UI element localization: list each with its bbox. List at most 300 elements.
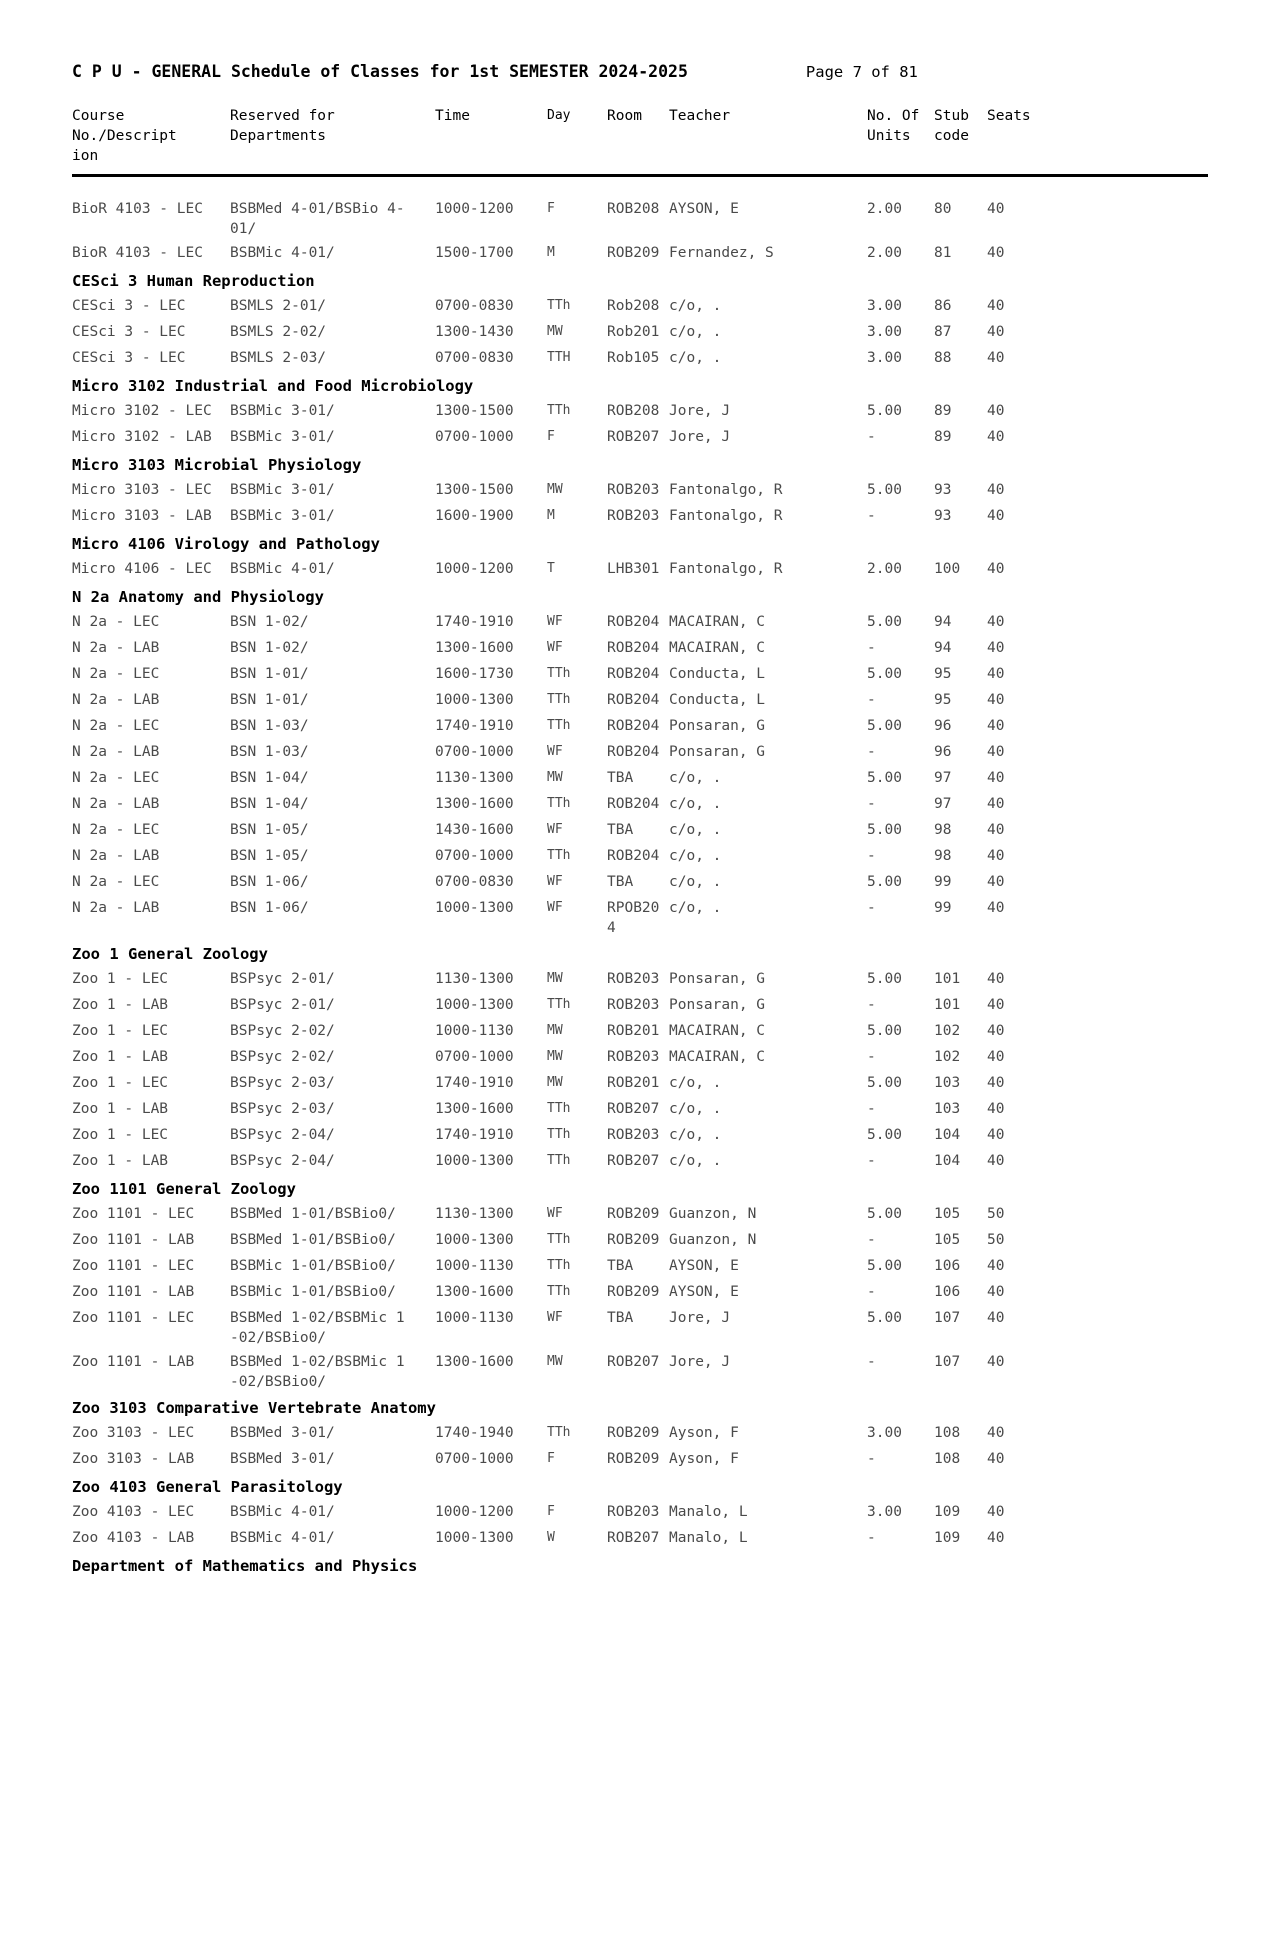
row-stub-code: 104 — [934, 1153, 961, 1169]
row-units: 5.00 — [867, 666, 902, 682]
row-seats: 40 — [987, 692, 1005, 708]
row-course: Micro 3103 - LEC — [72, 482, 212, 498]
row-time: 1740-1910 — [435, 718, 514, 734]
row-room: ROB209 — [607, 245, 660, 261]
row-reserved-for: BSBMic 3-01/ — [230, 403, 335, 419]
row-time: 1740-1910 — [435, 1127, 514, 1143]
row-room: ROB204 — [607, 848, 660, 864]
row-teacher: c/o, . — [669, 1127, 722, 1143]
row-teacher: AYSON, E — [669, 1258, 739, 1274]
row-units: - — [867, 429, 876, 445]
row-stub-code: 99 — [934, 900, 952, 916]
row-units: 2.00 — [867, 201, 902, 217]
row-reserved-for: BSBMed 1-02/BSBMic 1 -02/BSBio0/ — [230, 1309, 445, 1347]
row-day: MW — [547, 1354, 563, 1369]
row-stub-code: 103 — [934, 1101, 961, 1117]
row-stub-code: 93 — [934, 482, 952, 498]
row-time: 1000-1300 — [435, 900, 514, 916]
row-day: TTh — [547, 1284, 571, 1299]
row-time: 0700-0830 — [435, 298, 514, 314]
row-room: ROB201 — [607, 1023, 660, 1039]
header-divider — [72, 174, 1208, 177]
row-reserved-for: BSBMic 3-01/ — [230, 508, 335, 524]
row-time: 1300-1600 — [435, 1101, 514, 1117]
row-day: TTh — [547, 1258, 571, 1273]
row-room: ROB209 — [607, 1425, 660, 1441]
row-room: ROB207 — [607, 1530, 660, 1546]
row-room: TBA — [607, 770, 634, 786]
row-room: RPOB20 4 — [607, 899, 677, 937]
column-header-no-of: No. Of — [867, 108, 920, 124]
row-stub-code: 102 — [934, 1023, 961, 1039]
row-course: N 2a - LEC — [72, 614, 160, 630]
column-header-course-line3: ion — [72, 148, 99, 164]
course-group-heading: CESci 3 Human Reproduction — [72, 272, 315, 290]
row-stub-code: 109 — [934, 1530, 961, 1546]
row-course: Zoo 3103 - LEC — [72, 1425, 195, 1441]
row-time: 1000-1200 — [435, 561, 514, 577]
row-stub-code: 107 — [934, 1354, 961, 1370]
row-course: Zoo 1101 - LEC — [72, 1206, 195, 1222]
row-teacher: Jore, J — [669, 429, 731, 445]
row-reserved-for: BSBMed 1-01/BSBio0/ — [230, 1206, 396, 1222]
row-course: Micro 4106 - LEC — [72, 561, 212, 577]
row-day: TTh — [547, 298, 571, 313]
column-header-time: Time — [435, 108, 470, 124]
row-stub-code: 94 — [934, 640, 952, 656]
row-day: WF — [547, 1310, 563, 1325]
row-units: 3.00 — [867, 1425, 902, 1441]
row-stub-code: 107 — [934, 1310, 961, 1326]
row-course: Zoo 1 - LEC — [72, 1075, 169, 1091]
row-reserved-for: BSBMed 4-01/BSBio 4- 01/ — [230, 200, 445, 238]
row-teacher: Conducta, L — [669, 692, 766, 708]
row-day: F — [547, 429, 555, 444]
row-units: 5.00 — [867, 1023, 902, 1039]
row-teacher: Ayson, F — [669, 1425, 739, 1441]
row-room: TBA — [607, 822, 634, 838]
row-room: ROB204 — [607, 640, 660, 656]
row-day: TTh — [547, 796, 571, 811]
row-time: 1740-1910 — [435, 614, 514, 630]
course-group-heading: Zoo 1 General Zoology — [72, 945, 268, 963]
row-reserved-for: BSN 1-06/ — [230, 900, 309, 916]
row-seats: 40 — [987, 900, 1005, 916]
table-row — [72, 1045, 1208, 1071]
table-row — [72, 399, 1208, 425]
row-course: Micro 3102 - LAB — [72, 429, 212, 445]
row-course: N 2a - LAB — [72, 796, 160, 812]
row-day: M — [547, 508, 555, 523]
row-units: - — [867, 848, 876, 864]
row-time: 1300-1600 — [435, 796, 514, 812]
row-room: ROB203 — [607, 1504, 660, 1520]
row-units: - — [867, 692, 876, 708]
row-units: 5.00 — [867, 822, 902, 838]
row-seats: 40 — [987, 1504, 1005, 1520]
course-group-heading: N 2a Anatomy and Physiology — [72, 588, 324, 606]
row-reserved-for: BSPsyc 2-03/ — [230, 1101, 335, 1117]
row-day: TTh — [547, 1101, 571, 1116]
row-time: 0700-1000 — [435, 744, 514, 760]
row-reserved-for: BSBMed 1-01/BSBio0/ — [230, 1232, 396, 1248]
row-stub-code: 96 — [934, 744, 952, 760]
row-day: WF — [547, 744, 563, 759]
row-day: MW — [547, 1023, 563, 1038]
row-reserved-for-line2: -02/BSBio0/ — [230, 1374, 327, 1390]
row-time: 1130-1300 — [435, 971, 514, 987]
row-day: WF — [547, 1206, 563, 1221]
row-units: - — [867, 1049, 876, 1065]
row-course: Zoo 1 - LAB — [72, 997, 169, 1013]
row-time: 1000-1300 — [435, 997, 514, 1013]
row-course: N 2a - LAB — [72, 640, 160, 656]
row-teacher: MACAIRAN, C — [669, 614, 766, 630]
row-time: 0700-0830 — [435, 350, 514, 366]
row-units: - — [867, 1232, 876, 1248]
row-reserved-for: BSPsyc 2-01/ — [230, 997, 335, 1013]
row-stub-code: 104 — [934, 1127, 961, 1143]
row-stub-code: 86 — [934, 298, 952, 314]
row-stub-code: 88 — [934, 350, 952, 366]
course-group-heading: Micro 3102 Industrial and Food Microbiology — [72, 377, 474, 395]
row-time: 1500-1700 — [435, 245, 514, 261]
row-time: 0700-1000 — [435, 1049, 514, 1065]
row-time: 1740-1910 — [435, 1075, 514, 1091]
row-room: Rob208 — [607, 298, 660, 314]
row-teacher: Ponsaran, G — [669, 971, 766, 987]
row-seats: 40 — [987, 640, 1005, 656]
row-units: - — [867, 997, 876, 1013]
row-units: 3.00 — [867, 1504, 902, 1520]
row-units: - — [867, 796, 876, 812]
row-seats: 40 — [987, 201, 1005, 217]
row-time: 1000-1300 — [435, 1232, 514, 1248]
row-units: 2.00 — [867, 245, 902, 261]
row-room: ROB203 — [607, 508, 660, 524]
row-reserved-for: BSN 1-05/ — [230, 848, 309, 864]
row-seats: 40 — [987, 561, 1005, 577]
row-reserved-for: BSMLS 2-03/ — [230, 350, 327, 366]
row-room: Rob105 — [607, 350, 660, 366]
row-room: ROB203 — [607, 1049, 660, 1065]
row-time: 1000-1130 — [435, 1023, 514, 1039]
row-seats: 40 — [987, 1127, 1005, 1143]
course-group-heading: Zoo 3103 Comparative Vertebrate Anatomy — [72, 1399, 436, 1417]
row-seats: 50 — [987, 1206, 1005, 1222]
row-seats: 40 — [987, 324, 1005, 340]
row-reserved-for: BSPsyc 2-04/ — [230, 1127, 335, 1143]
row-seats: 40 — [987, 848, 1005, 864]
table-row — [72, 792, 1208, 818]
row-room: ROB209 — [607, 1206, 660, 1222]
row-units: - — [867, 640, 876, 656]
row-course: Zoo 1 - LEC — [72, 971, 169, 987]
row-units: - — [867, 744, 876, 760]
row-course: N 2a - LEC — [72, 874, 160, 890]
table-row — [72, 425, 1208, 451]
table-row — [72, 1019, 1208, 1045]
row-teacher: Fernandez, S — [669, 245, 774, 261]
row-reserved-for: BSBMed 3-01/ — [230, 1425, 335, 1441]
row-reserved-for: BSBMic 3-01/ — [230, 429, 335, 445]
column-header-stub: Stub — [934, 108, 969, 124]
row-seats: 40 — [987, 1101, 1005, 1117]
row-day: WF — [547, 614, 563, 629]
row-reserved-for: BSN 1-04/ — [230, 770, 309, 786]
column-header-seats: Seats — [987, 108, 1031, 124]
row-seats: 40 — [987, 245, 1005, 261]
row-stub-code: 94 — [934, 614, 952, 630]
row-course: Zoo 3103 - LAB — [72, 1451, 195, 1467]
row-seats: 40 — [987, 1310, 1005, 1326]
column-header-room: Room — [607, 108, 642, 124]
row-stub-code: 81 — [934, 245, 952, 261]
row-units: - — [867, 1451, 876, 1467]
row-day: WF — [547, 874, 563, 889]
row-reserved-for: BSPsyc 2-01/ — [230, 971, 335, 987]
row-time: 0700-1000 — [435, 1451, 514, 1467]
row-room: ROB203 — [607, 1127, 660, 1143]
column-header-teacher: Teacher — [669, 108, 731, 124]
row-reserved-for: BSBMic 1-01/BSBio0/ — [230, 1284, 396, 1300]
row-time: 1300-1600 — [435, 1284, 514, 1300]
row-course: Zoo 1 - LAB — [72, 1101, 169, 1117]
row-stub-code: 103 — [934, 1075, 961, 1091]
table-row — [72, 1421, 1208, 1447]
row-teacher: Manalo, L — [669, 1504, 748, 1520]
row-teacher: Fantonalgo, R — [669, 508, 783, 524]
row-time: 1300-1600 — [435, 640, 514, 656]
row-room: ROB204 — [607, 692, 660, 708]
row-stub-code: 109 — [934, 1504, 961, 1520]
row-course: BioR 4103 - LEC — [72, 245, 203, 261]
row-reserved-for-line2: -02/BSBio0/ — [230, 1330, 327, 1346]
row-units: 5.00 — [867, 770, 902, 786]
row-reserved-for: BSMLS 2-02/ — [230, 324, 327, 340]
row-reserved-for: BSPsyc 2-02/ — [230, 1049, 335, 1065]
row-day: WF — [547, 822, 563, 837]
row-teacher: Ponsaran, G — [669, 718, 766, 734]
row-seats: 40 — [987, 403, 1005, 419]
row-teacher: Guanzon, N — [669, 1206, 757, 1222]
row-course: N 2a - LEC — [72, 666, 160, 682]
row-teacher: Jore, J — [669, 403, 731, 419]
row-day: MW — [547, 1075, 563, 1090]
row-room: TBA — [607, 874, 634, 890]
row-teacher: Conducta, L — [669, 666, 766, 682]
document-header — [72, 62, 1208, 92]
row-units: 5.00 — [867, 971, 902, 987]
row-time: 1130-1300 — [435, 1206, 514, 1222]
row-course: N 2a - LEC — [72, 822, 160, 838]
row-seats: 40 — [987, 718, 1005, 734]
row-course: N 2a - LAB — [72, 900, 160, 916]
course-group-heading: Zoo 4103 General Parasitology — [72, 1478, 343, 1496]
row-stub-code: 105 — [934, 1206, 961, 1222]
row-day: TTh — [547, 666, 571, 681]
row-seats: 40 — [987, 822, 1005, 838]
row-teacher: AYSON, E — [669, 1284, 739, 1300]
table-row — [72, 844, 1208, 870]
row-teacher: Ayson, F — [669, 1451, 739, 1467]
row-course: N 2a - LEC — [72, 718, 160, 734]
row-day: T — [547, 561, 555, 576]
row-seats: 40 — [987, 770, 1005, 786]
row-room: ROB204 — [607, 718, 660, 734]
row-units: - — [867, 508, 876, 524]
row-room: ROB204 — [607, 666, 660, 682]
row-room: ROB207 — [607, 1153, 660, 1169]
row-day: W — [547, 1530, 555, 1545]
row-teacher: MACAIRAN, C — [669, 640, 766, 656]
row-time: 0700-0830 — [435, 874, 514, 890]
row-teacher: AYSON, E — [669, 201, 739, 217]
row-units: - — [867, 900, 876, 916]
row-day: MW — [547, 971, 563, 986]
row-course: Zoo 4103 - LAB — [72, 1530, 195, 1546]
row-room: Rob201 — [607, 324, 660, 340]
row-seats: 40 — [987, 1425, 1005, 1441]
row-stub-code: 101 — [934, 971, 961, 987]
table-row — [72, 1123, 1208, 1149]
row-course: Zoo 1 - LAB — [72, 1049, 169, 1065]
row-course: Zoo 1 - LEC — [72, 1127, 169, 1143]
column-header-course: Course — [72, 108, 125, 124]
row-seats: 40 — [987, 482, 1005, 498]
row-stub-code: 80 — [934, 201, 952, 217]
table-row — [72, 1149, 1208, 1175]
row-room: ROB209 — [607, 1451, 660, 1467]
table-row — [72, 1228, 1208, 1254]
row-reserved-for: BSN 1-04/ — [230, 796, 309, 812]
row-course: N 2a - LAB — [72, 744, 160, 760]
row-course: Zoo 1 - LEC — [72, 1023, 169, 1039]
row-seats: 40 — [987, 874, 1005, 890]
row-reserved-for: BSN 1-03/ — [230, 718, 309, 734]
table-row — [72, 1097, 1208, 1123]
course-group-heading: Micro 3103 Microbial Physiology — [72, 456, 362, 474]
row-day: MW — [547, 770, 563, 785]
row-stub-code: 101 — [934, 997, 961, 1013]
table-row — [72, 1447, 1208, 1473]
row-teacher: Fantonalgo, R — [669, 482, 783, 498]
row-room: ROB203 — [607, 971, 660, 987]
row-day: MW — [547, 482, 563, 497]
row-teacher: c/o, . — [669, 900, 722, 916]
row-stub-code: 89 — [934, 429, 952, 445]
row-stub-code: 105 — [934, 1232, 961, 1248]
row-reserved-for: BSBMic 4-01/ — [230, 1530, 335, 1546]
row-stub-code: 108 — [934, 1425, 961, 1441]
row-time: 1000-1200 — [435, 201, 514, 217]
course-group-heading: Micro 4106 Virology and Pathology — [72, 535, 380, 553]
table-row — [72, 1306, 1208, 1350]
row-day: TTh — [547, 692, 571, 707]
row-time: 1130-1300 — [435, 770, 514, 786]
table-row — [72, 688, 1208, 714]
row-course: N 2a - LAB — [72, 692, 160, 708]
row-course: Zoo 1 - LAB — [72, 1153, 169, 1169]
row-room: ROB207 — [607, 429, 660, 445]
row-room-line2: 4 — [607, 920, 616, 936]
row-day: TTh — [547, 1153, 571, 1168]
row-day: F — [547, 1451, 555, 1466]
schedule-table-body — [72, 197, 1208, 1552]
row-teacher: c/o, . — [669, 1153, 722, 1169]
column-header-stub-code: code — [934, 128, 969, 144]
row-stub-code: 95 — [934, 692, 952, 708]
row-reserved-for-line2: 01/ — [230, 221, 257, 237]
row-units: - — [867, 1354, 876, 1370]
row-seats: 40 — [987, 350, 1005, 366]
row-teacher: MACAIRAN, C — [669, 1049, 766, 1065]
row-teacher: c/o, . — [669, 298, 722, 314]
row-seats: 50 — [987, 1232, 1005, 1248]
row-day: TTh — [547, 1127, 571, 1142]
column-header-day: Day — [547, 108, 571, 123]
table-row — [72, 504, 1208, 530]
column-header-departments: Departments — [230, 128, 327, 144]
row-room: ROB204 — [607, 796, 660, 812]
row-time: 1600-1900 — [435, 508, 514, 524]
page-number: Page 7 of 81 — [805, 63, 918, 81]
row-course: N 2a - LEC — [72, 770, 160, 786]
row-reserved-for: BSPsyc 2-03/ — [230, 1075, 335, 1091]
row-seats: 40 — [987, 1153, 1005, 1169]
row-seats: 40 — [987, 796, 1005, 812]
row-room: ROB208 — [607, 403, 660, 419]
table-row — [72, 740, 1208, 766]
row-time: 1300-1430 — [435, 324, 514, 340]
row-seats: 40 — [987, 1075, 1005, 1091]
row-room: ROB204 — [607, 614, 660, 630]
row-stub-code: 97 — [934, 796, 952, 812]
row-course: N 2a - LAB — [72, 848, 160, 864]
row-units: 5.00 — [867, 614, 902, 630]
row-stub-code: 98 — [934, 822, 952, 838]
table-row — [72, 896, 1208, 940]
row-teacher: c/o, . — [669, 1075, 722, 1091]
row-stub-code: 93 — [934, 508, 952, 524]
row-reserved-for: BSBMic 4-01/ — [230, 561, 335, 577]
table-row — [72, 818, 1208, 844]
row-seats: 40 — [987, 298, 1005, 314]
table-row — [72, 478, 1208, 504]
page-title: C P U - GENERAL Schedule of Classes for 1st SEMESTER 2024-2025 — [72, 62, 688, 81]
row-room: ROB201 — [607, 1075, 660, 1091]
table-row — [72, 870, 1208, 896]
row-teacher: Fantonalgo, R — [669, 561, 783, 577]
table-row — [72, 294, 1208, 320]
row-day: MW — [547, 1049, 563, 1064]
row-seats: 40 — [987, 429, 1005, 445]
row-reserved-for: BSPsyc 2-04/ — [230, 1153, 335, 1169]
row-room: ROB209 — [607, 1284, 660, 1300]
row-units: 3.00 — [867, 350, 902, 366]
row-stub-code: 98 — [934, 848, 952, 864]
row-day: TTh — [547, 1232, 571, 1247]
table-row — [72, 714, 1208, 740]
row-day: MW — [547, 324, 563, 339]
row-teacher: c/o, . — [669, 350, 722, 366]
row-seats: 40 — [987, 508, 1005, 524]
row-time: 1000-1130 — [435, 1310, 514, 1326]
row-time: 1430-1600 — [435, 822, 514, 838]
row-units: 5.00 — [867, 1206, 902, 1222]
column-header-course-line2: No./Descript — [72, 128, 177, 144]
table-row — [72, 1350, 1208, 1394]
